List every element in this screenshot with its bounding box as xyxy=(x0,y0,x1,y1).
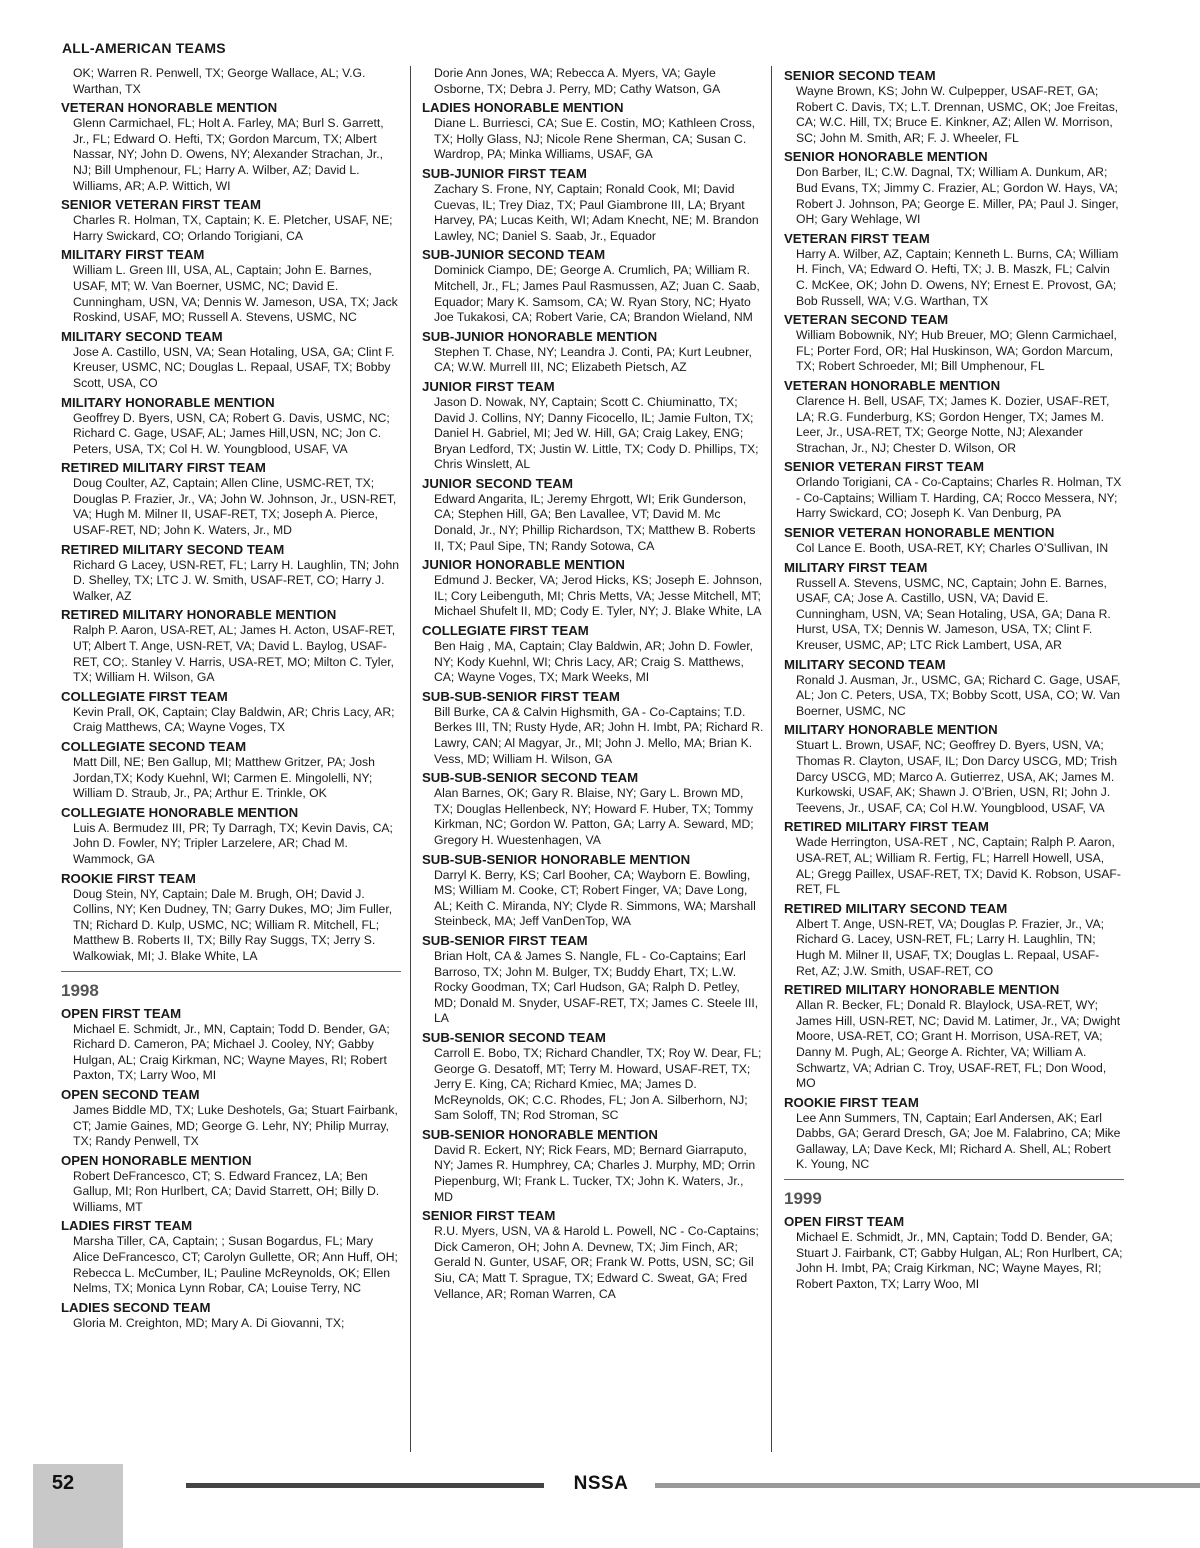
team-section xyxy=(61,197,401,244)
team-section xyxy=(61,542,401,605)
team-heading: COLLEGIATE FIRST TEAM xyxy=(422,623,589,639)
team-heading: SENIOR HONORABLE MENTION xyxy=(784,149,988,165)
team-members: Matt Dill, NE; Ben Gallup, MI; Matthew Gritzer, PA; Josh Jordan,TX; Kody Kuehnl, WI; Carmen E. Mingolelli, NY; William D. Straub, Jr., PA; Arthur E. Trinkle, OK xyxy=(73,755,375,801)
team-heading: LADIES HONORABLE MENTION xyxy=(422,100,624,116)
team-heading: SUB-SUB-SENIOR HONORABLE MENTION xyxy=(422,851,691,867)
team-members: Diane L. Burriesci, CA; Sue E. Costin, MO; Kathleen Cross, TX; Holly Glass, NJ; Nicole Rene Sherman, CA; Susan C. Wardrop, PA; Minka Williams, USAF, GA xyxy=(434,116,756,162)
team-heading: LADIES FIRST TEAM xyxy=(61,1218,193,1234)
team-members: Orlando Torigiani, CA - Co-Captains; Charles R. Holman, TX - Co-Captains; William T. Harding, CA; Rocco Messera, NY; Harry Swickard, CO; Joseph K. Van Denburg, PA xyxy=(796,475,1122,521)
team-members: Brian Holt, CA & James S. Nangle, FL - Co-Captains; Earl Barroso, TX; John M. Bulger, TX; Buddy Ehart, TX; L.W. Rocky Goodman, TX; Carl Hudson, GA; Ralph D. Petley, MD; Donald M. Snyder, USAF-RET, TX; James C. Steele III, LA xyxy=(434,948,759,1026)
team-members: R.U. Myers, USN, VA & Harold L. Powell, NC - Co-Captains; Dick Cameron, OH; John A. Devnew, TX; Jim Finch, AR; Gerald N. Gunter, USAF, OR; Frank W. Potts, USN, SC; Gil Siu, CA; Matt T. Sprague, TX; Edward C. Sweat, GA; Fred Vellance, AR; Roman Warren, CA xyxy=(434,1224,759,1301)
team-section xyxy=(61,329,401,392)
team-section xyxy=(422,66,764,97)
team-section xyxy=(422,247,764,325)
team-section xyxy=(784,459,1124,522)
team-heading: RETIRED MILITARY FIRST TEAM xyxy=(61,460,266,476)
column-divider xyxy=(410,66,411,1452)
team-members: Dominick Ciampo, DE; George A. Crumlich, PA; William R. Mitchell, Jr., FL; James Paul Rasmussen, AZ; Juan C. Saab, Equador; Mary K. Samsom, CA; W. Ryan Story, NC; Hyato Joe Tukakosi, CA; Robert Varie, CA; Brandon Wieland, NM xyxy=(434,263,760,325)
team-section xyxy=(61,395,401,458)
team-heading: RETIRED MILITARY FIRST TEAM xyxy=(784,819,989,835)
team-section xyxy=(422,623,764,686)
team-heading: VETERAN FIRST TEAM xyxy=(784,230,930,246)
team-heading: MILITARY FIRST TEAM xyxy=(784,559,928,575)
team-section xyxy=(422,557,764,620)
year-heading: 1999 xyxy=(784,1189,822,1209)
team-members: Marsha Tiller, CA, Captain; ; Susan Bogardus, FL; Mary Alice DeFrancesco, CT; Carolyn Gullette, OR; Ann Huff, OH; Rebecca L. McCumber, IL; Pauline McReynolds, OK; Ellen Nelms, TX; Monica Lynn Robar, CA; Louise Terry, NC xyxy=(73,1234,398,1296)
team-section xyxy=(784,231,1124,309)
team-members: Bill Burke, CA & Calvin Highsmith, GA - Co-Captains; T.D. Berkes III, TN; Rusty Hyde, AR; John H. Imbt, PA; Richard R. Lawry, CAN; Al Magyar, Jr., MI; John J. Mello, MA; Brian K. Vess, MD; William H. Wilson, GA xyxy=(434,704,764,766)
team-section xyxy=(784,901,1124,979)
team-heading: SUB-JUNIOR SECOND TEAM xyxy=(422,247,606,263)
team-section xyxy=(422,1030,764,1124)
team-members: Gloria M. Creighton, MD; Mary A. Di Giovanni, TX; xyxy=(73,1315,345,1330)
team-heading: JUNIOR HONORABLE MENTION xyxy=(422,557,625,573)
team-members: Ben Haig , MA, Captain; Clay Baldwin, AR; John D. Fowler, NY; Kody Kuehnl, WI; Chris Lacy, AR; Craig S. Matthews, CA; Wayne Voges, TX; Mark Weeks, MI xyxy=(434,639,754,685)
team-members: Edmund J. Becker, VA; Jerod Hicks, KS; Joseph E. Johnson, IL; Cory Leibenguth, MI; Chris Metts, VA; Jesse Mitchell, MT; Michael Shufelt II, MD; Cody E. Tyler, NY; J. Blake White, LA xyxy=(434,573,763,619)
team-section xyxy=(784,560,1124,654)
team-heading: SENIOR VETERAN HONORABLE MENTION xyxy=(784,525,1055,541)
column-3 xyxy=(784,68,1124,1295)
team-section xyxy=(784,819,1124,897)
team-heading: RETIRED MILITARY SECOND TEAM xyxy=(784,900,1008,916)
team-members: Luis A. Bermudez III, PR; Ty Darragh, TX; Kevin Davis, CA; John D. Fowler, NY; Tripler Larzelere, AR; Chad M. Wammock, GA xyxy=(73,820,393,866)
team-members: Russell A. Stevens, USMC, NC, Captain; John E. Barnes, USAF, CA; Jose A. Castillo, USN, VA; David E. Cunningham, USN, VA; Sean Hotaling, USA, GA; Dana R. Hurst, USA, TX; Dennis W. Jameson, USA, TX; Clint F. Kreuser, USMC, AP; LTC Rick Lambert, USA, AR xyxy=(796,575,1111,653)
team-section xyxy=(784,657,1124,720)
team-heading: MILITARY SECOND TEAM xyxy=(784,656,946,672)
team-section xyxy=(422,379,764,473)
team-section xyxy=(61,1153,401,1216)
team-section xyxy=(422,852,764,930)
team-members: OK; Warren R. Penwell, TX; George Wallace, AL; V.G. Warthan, TX xyxy=(73,66,366,96)
team-heading: SUB-SENIOR HONORABLE MENTION xyxy=(422,1126,658,1142)
team-section xyxy=(422,689,764,767)
team-members: Richard G Lacey, USN-RET, FL; Larry H. Laughlin, TN; John D. Shelley, TX; LTC J. W. Smith, USAF-RET, CO; Harry J. Walker, AZ xyxy=(73,557,400,603)
team-heading: MILITARY FIRST TEAM xyxy=(61,247,205,263)
team-heading: OPEN SECOND TEAM xyxy=(61,1086,200,1102)
team-heading: SUB-SENIOR FIRST TEAM xyxy=(422,932,588,948)
team-members: Robert DeFrancesco, CT; S. Edward Francez, LA; Ben Gallup, MI; Ron Hurlbert, CA; David Starrett, OH; Billy D. Williams, MT xyxy=(73,1168,380,1214)
team-section xyxy=(422,100,764,163)
team-section xyxy=(61,66,401,97)
team-section xyxy=(784,525,1124,557)
team-members: William Bobownik, NY; Hub Breuer, MO; Glenn Carmichael, FL; Porter Ford, OR; Hal Huskinson, WA; Gordon Marcum, TX; Robert Schroeder, MI; Bill Umphenour, FL xyxy=(796,328,1117,374)
team-section xyxy=(422,770,764,848)
team-members: Glenn Carmichael, FL; Holt A. Farley, MA; Burl S. Garrett, Jr., FL; Edward O. Hefti, TX; Gordon Marcum, TX; Albert Nassar, NY; John D. Owens, NY; Alexander Strachan, Jr., NJ; Bill Umphenour, FL; Harry A. Wilber, AZ; David L. Williams, AR; A.P. Wittich, WI xyxy=(73,116,384,193)
team-members: Edward Angarita, IL; Jeremy Ehrgott, WI; Erik Gunderson, CA; Stephen Hill, GA; Ben Lavallee, VT; David M. Mc Donald, Jr., NY; Phillip Richardson, TX; Matthew B. Roberts II, TX; Paul Sipe, TN; Randy Sotowa, CA xyxy=(434,491,756,553)
team-heading: SUB-JUNIOR FIRST TEAM xyxy=(422,165,587,181)
team-members: Ralph P. Aaron, USA-RET, AL; James H. Acton, USAF-RET, UT; Albert T. Ange, USN-RET, VA; David L. Baylog, USAF-RET, CO;. Stanley V. Harris, USA-RET, MO; Milton C. Tyler, TX; William H. Wilson, GA xyxy=(73,623,396,685)
team-heading: RETIRED MILITARY HONORABLE MENTION xyxy=(61,607,337,623)
team-heading: MILITARY HONORABLE MENTION xyxy=(61,394,275,410)
team-heading: OPEN FIRST TEAM xyxy=(784,1214,905,1230)
team-section xyxy=(784,149,1124,227)
column-divider xyxy=(771,66,772,1452)
team-section xyxy=(422,1127,764,1205)
footer-brand: NSSA xyxy=(573,1473,629,1494)
team-heading: SENIOR FIRST TEAM xyxy=(422,1208,556,1224)
team-heading: ROOKIE FIRST TEAM xyxy=(784,1094,919,1110)
team-members: Clarence H. Bell, USAF, TX; James K. Dozier, USAF-RET, LA; R.G. Funderburg, KS; Gordon Henger, TX; James M. Leer, Jr., USA-RET, TX; George Notte, NJ; Alexander Strachan, Jr., NJ; Chester D. Wilson, OR xyxy=(796,393,1110,455)
team-heading: SUB-SENIOR SECOND TEAM xyxy=(422,1029,606,1045)
team-heading: RETIRED MILITARY SECOND TEAM xyxy=(61,541,285,557)
team-section xyxy=(61,805,401,868)
team-section xyxy=(784,982,1124,1092)
team-members: Stephen T. Chase, NY; Leandra J. Conti, PA; Kurt Leubner, CA; W.W. Murrell III, NC; Elizabeth Pietsch, AZ xyxy=(434,344,752,375)
team-members: James Biddle MD, TX; Luke Deshotels, Ga; Stuart Fairbank, CT; Jamie Gaines, MD; George G. Lehr, NY; Philip Murray, TX; Randy Penwell, TX xyxy=(73,1102,398,1149)
team-heading: MILITARY HONORABLE MENTION xyxy=(784,722,998,738)
team-members: Michael E. Schmidt, Jr., MN, Captain; Todd D. Bender, GA; Stuart J. Fairbank, CT; Gabby Hulgan, AL; Ron Hurlbert, CA; John H. Imbt, PA; Craig Kirkman, NC; Wayne Mayes, RI; Robert Paxton, TX; Larry Woo, MI xyxy=(796,1230,1123,1291)
team-members: Allan R. Becker, FL; Donald R. Blaylock, USA-RET, WY; James Hill, USN-RET, NC; David M. Latimer, Jr., VA; Dwight Moore, USA-RET, CO; Grant H. Morrison, USA-RET, VA; Danny M. Pugh, AL; George A. Richter, VA; William A. Schwartz, VA; Adrian C. Troy, USAF-RET, FL; Don Wood, MO xyxy=(796,998,1121,1091)
team-members: Michael E. Schmidt, Jr., MN, Captain; Todd D. Bender, GA; Richard D. Cameron, PA; Michael J. Cooley, NY; Gabby Hulgan, AL; Craig Kirkman, NC; Wayne Mayes, RI; Robert Paxton, TX; Larry Woo, MI xyxy=(73,1021,390,1083)
team-members: Zachary S. Frone, NY, Captain; Ronald Cook, MI; David Cuevas, IL; Trey Diaz, TX; Paul Giambrone III, LA; Bryant Harvey, PA; Lucas Keith, WI; Adam Knecht, NE; M. Brandon Lawley, NC; Daniel S. Saab, Jr., Equador xyxy=(434,181,759,243)
team-members: Kevin Prall, OK, Captain; Clay Baldwin, AR; Chris Lacy, AR; Craig Matthews, CA; Wayne Voges, TX xyxy=(73,704,395,735)
team-heading: MILITARY SECOND TEAM xyxy=(61,328,223,344)
team-heading: SUB-SUB-SENIOR FIRST TEAM xyxy=(422,688,620,704)
team-members: William L. Green III, USA, AL, Captain; John E. Barnes, USAF, MT; W. Van Boerner, USMC, NC; David E. Cunningham, USN, VA; Dennis W. Jameson, USA, TX; Jack Roskind, USAF, MO; Russell A. Stevens, USMC, NC xyxy=(73,263,398,325)
team-heading: COLLEGIATE HONORABLE MENTION xyxy=(61,804,299,820)
team-section xyxy=(61,871,401,965)
team-heading: VETERAN HONORABLE MENTION xyxy=(784,377,1001,393)
column-1 xyxy=(61,66,401,1334)
team-members: Charles R. Holman, TX, Captain; K. E. Pletcher, USAF, NE; Harry Swickard, CO; Orlando Torigiani, CA xyxy=(73,213,393,243)
team-members: Wayne Brown, KS; John W. Culpepper, USAF-RET, GA; Robert C. Davis, TX; L.T. Drennan, USMC, OK; Joe Freitas, CA; W.C. Hill, TX; Bruce E. Kinkner, AZ; Allen W. Morrison, SC; John M. Smith, AR; F. J. Wheeler, FL xyxy=(796,84,1119,145)
team-members: Alan Barnes, OK; Gary R. Blaise, NY; Gary L. Brown MD, TX; Douglas Hellenbeck, NY; Howard F. Huber, TX; Tommy Kirkman, NC; Gordon W. Patton, GA; Larry A. Seward, MD; Gregory H. Wuestenhagen, VA xyxy=(434,786,754,847)
team-section xyxy=(784,378,1124,456)
team-section xyxy=(61,689,401,736)
team-heading: COLLEGIATE FIRST TEAM xyxy=(61,688,228,704)
page-header: ALL-AMERICAN TEAMS xyxy=(62,40,226,56)
team-members: Lee Ann Summers, TN, Captain; Earl Andersen, AK; Earl Dabbs, GA; Gerard Dresch, GA; Joe M. Falabrino, CA; Mike Gallaway, LA; Dave Keck, MI; Richard A. Shell, AL; Robert K. Young, NC xyxy=(796,1110,1121,1172)
team-section xyxy=(784,1095,1124,1173)
team-section xyxy=(422,166,764,244)
team-members: Ronald J. Ausman, Jr., USMC, GA; Richard C. Gage, USAF, AL; Jon C. Peters, USA, TX; Bobby Scott, USA, CO; W. Van Boerner, USMC, NC xyxy=(796,672,1121,718)
year-heading: 1998 xyxy=(61,980,99,1000)
year-section-1999 xyxy=(784,1179,1124,1292)
team-members: Doug Stein, NY, Captain; Dale M. Brugh, OH; David J. Collins, NY; Ken Dudney, TN; Garry Dukes, MO; Jim Fuller, TN; Richard D. Kulp, USMC, NC; William R. Mitchell, FL; Matthew B. Roberts II, TX; Billy Ray Suggs, TX; Jerry S. Walkowiak, MI; J. Blake White, LA xyxy=(73,886,393,963)
team-section xyxy=(61,247,401,325)
team-heading: JUNIOR SECOND TEAM xyxy=(422,475,573,491)
team-heading: SUB-SUB-SENIOR SECOND TEAM xyxy=(422,770,639,786)
team-section xyxy=(784,1214,1124,1292)
team-section xyxy=(61,460,401,538)
team-section xyxy=(61,1300,401,1332)
team-members: Dorie Ann Jones, WA; Rebecca A. Myers, VA; Gayle Osborne, TX; Debra J. Perry, MD; Cathy Watson, GA xyxy=(434,66,721,96)
team-heading: VETERAN SECOND TEAM xyxy=(784,312,949,328)
team-section xyxy=(422,329,764,376)
column-2 xyxy=(422,66,764,1305)
footer-rule-right xyxy=(655,1483,1200,1488)
team-members: Stuart L. Brown, USAF, NC; Geoffrey D. Byers, USN, VA; Thomas R. Clayton, USAF, IL; Don Darcy USCG, MD; Trish Darcy USCG, MD; Marco A. Gutierrez, USA, AK; James M. Kurkowski, USAF, AK; Shawn J. O’Brien, USN, RI; John J. Teevens, Jr., USAF, CA; Col H.W. Youngblood, USAF, VA xyxy=(796,738,1118,815)
team-section xyxy=(61,1087,401,1150)
team-heading: SENIOR VETERAN FIRST TEAM xyxy=(61,197,262,213)
team-members: Albert T. Ange, USN-RET, VA; Douglas P. Frazier, Jr., VA; Richard G. Lacey, USN-RET, FL; Larry H. Laughlin, TN; Hugh M. Milner II, USAF, TX; Douglas L. Repaal, USAF- Ret, AZ; J.W. Smith, USAF-RET, CO xyxy=(796,916,1104,978)
year-section-1998 xyxy=(61,971,401,1332)
team-members: Darryl K. Berry, KS; Carl Booher, CA; Wayborn E. Bowling, MS; William M. Cooke, CT; Robert Finger, VA; Dave Long, AL; Keith C. Miranda, NY; Clyde R. Simmons, WA; Marshall Steinbeck, MA; Jeff VanDenTop, WA xyxy=(434,867,756,929)
team-heading: JUNIOR FIRST TEAM xyxy=(422,378,555,394)
team-members: Carroll E. Bobo, TX; Richard Chandler, TX; Roy W. Dear, FL; George G. Desatoff, MT; Terry M. Howard, USAF-RET, TX; Jerry E. King, CA; Richard Kmiec, MA; James D. McReynolds, OK; C.C. Rhodes, FL; Jon A. Silberhorn, NJ; Sam Soloff, TN; Rod Stroman, SC xyxy=(434,1045,762,1123)
team-section xyxy=(784,68,1124,146)
team-section xyxy=(422,933,764,1027)
team-section xyxy=(422,476,764,554)
team-section xyxy=(61,1218,401,1296)
team-heading: SENIOR VETERAN FIRST TEAM xyxy=(784,459,985,475)
page-number: 52 xyxy=(51,1472,75,1494)
team-heading: SENIOR SECOND TEAM xyxy=(784,68,936,83)
team-members: Col Lance E. Booth, USA-RET, KY; Charles O’Sullivan, IN xyxy=(796,541,1109,556)
team-heading: SUB-JUNIOR HONORABLE MENTION xyxy=(422,328,658,344)
team-members: Jose A. Castillo, USN, VA; Sean Hotaling, USA, GA; Clint F. Kreuser, USMC, NC; Douglas L. Repaal, USAF, TX; Bobby Scott, USA, CO xyxy=(73,344,395,390)
team-heading: OPEN FIRST TEAM xyxy=(61,1005,182,1021)
team-heading: ROOKIE FIRST TEAM xyxy=(61,870,196,886)
team-heading: VETERAN HONORABLE MENTION xyxy=(61,100,278,116)
team-members: Geoffrey D. Byers, USN, CA; Robert G. Davis, USMC, NC; Richard C. Gage, USAF, AL; James Hill,USN, NC; Jon C. Peters, USA, TX; Col H. W. Youngblood, USAF, VA xyxy=(73,410,390,456)
team-section xyxy=(61,100,401,194)
team-section xyxy=(61,739,401,802)
team-members: Harry A. Wilber, AZ, Captain; Kenneth L. Burns, CA; William H. Finch, VA; Edward O. Hefti, TX; J. B. Maszk, FL; Calvin C. McKee, OK; John D. Owens, NY; Ernest E. Provost, GA; Bob Russell, WA; V.G. Warthan, TX xyxy=(796,246,1119,308)
team-section xyxy=(422,1208,764,1302)
team-section xyxy=(61,1006,401,1084)
footer-page-box xyxy=(33,1464,123,1548)
team-heading: LADIES SECOND TEAM xyxy=(61,1299,211,1315)
team-members: Wade Herrington, USA-RET , NC, Captain; Ralph P. Aaron, USA-RET, AL; William R. Fertig, FL; Harrell Howell, USA, AL; Gregg Paillex, USAF-RET, TX; David K. Robson, USAF-RET, FL xyxy=(796,835,1121,897)
team-members: Doug Coulter, AZ, Captain; Allen Cline, USMC-RET, TX; Douglas P. Frazier, Jr., VA; John W. Johnson, Jr., USN-RET, VA; Hugh M. Milner II, USAF-RET, TX; Joseph A. Pierce, USAF-RET, ND; John K. Waters, Jr., MD xyxy=(73,476,397,538)
team-section xyxy=(784,312,1124,375)
footer-rule-left xyxy=(186,1483,544,1488)
team-heading: COLLEGIATE SECOND TEAM xyxy=(61,739,247,754)
team-heading: OPEN HONORABLE MENTION xyxy=(61,1152,252,1168)
team-members: Don Barber, IL; C.W. Dagnal, TX; William A. Dunkum, AR; Bud Evans, TX; Jimmy C. Frazier, AL; Gordon W. Hays, VA; Robert J. Johnson, PA; George E. Miller, PA; Paul J. Singer, OH; Gary Wehlage, WI xyxy=(796,165,1119,227)
team-section xyxy=(61,607,401,685)
team-members: David R. Eckert, NY; Rick Fears, MD; Bernard Giarraputo, NY; James R. Humphrey, CA; Charles J. Murphy, MD; Orrin Piepenburg, WI; Frank L. Tucker, TX; John K. Waters, Jr., MD xyxy=(434,1142,756,1204)
team-heading: RETIRED MILITARY HONORABLE MENTION xyxy=(784,982,1060,998)
team-members: Jason D. Nowak, NY, Captain; Scott C. Chiuminatto, TX; David J. Collins, NY; Danny Ficocello, IL; Jamie Fulton, TX; Daniel H. Gabriel, MI; Jed W. Hill, GA; Craig Lakey, ENG; Bryan Ledford, TX; Justin W. Little, TX; Cody D. Phillips, TX; Chris Winslett, AL xyxy=(434,394,759,472)
team-section xyxy=(784,722,1124,816)
